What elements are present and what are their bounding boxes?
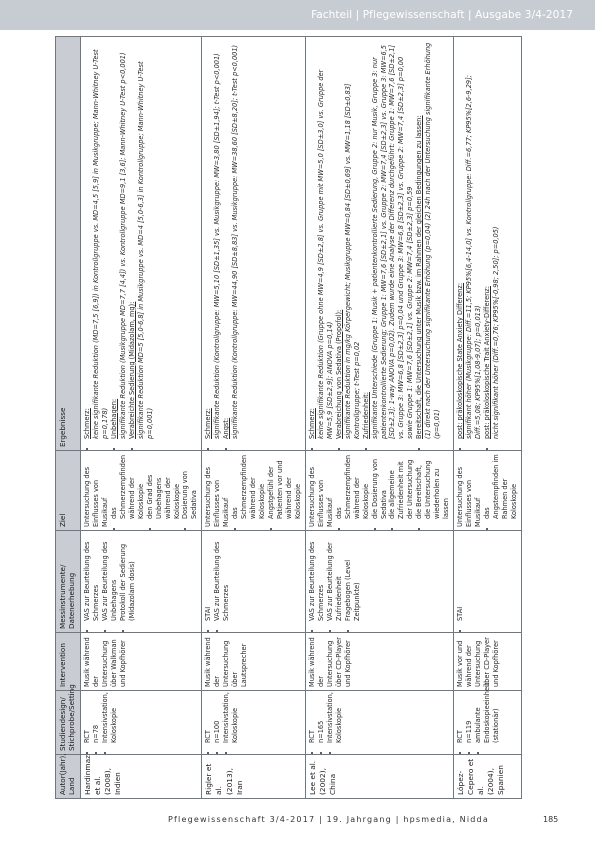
list-item: • VAS zur Beurteilung des Unbehagens xyxy=(101,534,119,621)
cell-design xyxy=(454,682,522,755)
result-label: post: präkoloskopische State Anxiety Differenz: xyxy=(456,282,465,439)
cell-design xyxy=(202,691,305,755)
list-item xyxy=(483,40,501,439)
result-label: Verabreichung von Sedativa (Propofol): xyxy=(334,309,343,439)
list-item: • STAI xyxy=(204,534,213,621)
list-item xyxy=(362,40,416,439)
cell-results xyxy=(81,37,202,451)
cell-results xyxy=(305,37,453,451)
column-header-goal: Ziel xyxy=(56,451,81,531)
result-text: signifikante Reduktion (Musikgruppe MD=7,7 [4,4]) vs. Kontrollgruppe MD=9,1 [3,6]; Mann-Whitney U-Test p<0,001) xyxy=(118,52,127,439)
table-row xyxy=(454,37,522,799)
list-item xyxy=(335,40,362,439)
column-header-design: Studiendesign/ Stichprobe/Setting xyxy=(56,691,81,755)
result-label: Angst: xyxy=(222,417,231,439)
table-row xyxy=(305,37,453,799)
goal-intro: Untersuchung des Einflusses von Musikauf xyxy=(83,466,109,527)
result-text: signifikant höher (Musikgruppe: Diff.=11,5; KP95%[6,4-14,0] vs. Kontrollgruppe: Diff.=6,77; KP95%[2,6-9,29]; Diff.=5,08; KP95%[1,08-9,07]; p=0,013) xyxy=(465,75,483,439)
list-item: • Dosierung von Sedativa xyxy=(181,454,199,519)
list-item: • ambulante Endoskopieeinheit (stationär) xyxy=(474,694,501,743)
list-item: • n=165 xyxy=(317,694,326,743)
table-row xyxy=(202,37,305,799)
list-item: • die Dosierung von Sedativa xyxy=(371,454,389,519)
list-item xyxy=(415,40,442,439)
column-header-author: Autor(Jahr), Land xyxy=(56,755,81,799)
cell-intervention: Musik während der Untersuchung über Walkman und Kopfhörer xyxy=(81,633,202,691)
list-item: • Intensivstation, Koloskopie xyxy=(222,694,240,743)
list-item: • den Grad des Unbehagens während der Koloskopie xyxy=(146,454,182,519)
result-text: signifikante Reduktion in mg/kg Körpergewicht; Musikgruppe MW=0,84 [SD±0,69] vs. MW=1,18 [SD±0,83] Kontrollgruppe; t-Test p=0,02 xyxy=(343,83,361,439)
list-item: • VAS zur Beurteilung des Schmerzes xyxy=(83,534,101,621)
list-item xyxy=(456,40,483,439)
result-label: Bereitschaft, die Untersuchung unter Musik bzw. im Rahmen der gleichen Bedingungen zu lassen: xyxy=(415,115,424,439)
result-text: signifikante Reduktion MD=5 [5,0-6,8] in Musikgruppe vs. MD=4 [5,0-6,3] in Kontrollgruppe; Mann-Whitney U-Test p=0,001) xyxy=(136,61,154,439)
list-item: • n=119 xyxy=(465,694,474,743)
list-item xyxy=(83,40,110,439)
cell-results xyxy=(202,37,305,451)
list-item: • Fragebogen (Level Zeitpunkte) xyxy=(344,534,362,621)
list-item: • n=78 xyxy=(92,694,101,743)
cell-intervention: Musik während der Untersuchung über CD-Player und Kopfhörer xyxy=(305,633,453,691)
list-item: • RCT xyxy=(83,694,92,743)
list-item: • das Schmerzempfinden während der Koloskopie xyxy=(110,454,146,519)
result-text: signifikante Unterschiede (Gruppe 1: Musik + patientenkontrollierte Sedierung, Gruppe 2: nur Musik, Gruppe 3: nur patientenkontrollierte Sedierung; Gruppe 1: MW=7,6 [SD±2,1] vs. Gruppe 2: MW=7,4 [SD±2,3] vs. Gruppe 3: MW=6,5 [SD±2,3]; 1-way ANOVA p=0,02). Zudem wurde eine Analyse der Differenz durchgeführt: Gruppe 1: MW=7,6 [SD±2,1] vs. Gruppe 3: MW=6,8 [SD±2,3] p=0,04 und Gruppe 3: MW=6,8 [SD±2,3] vs. Gruppe 2: MW=7,4 [SD±2,3] p=0,00 sowie Gruppe 1: MW=7,6 [SD±2,1] vs. Gruppe 2: MW=7,4 [SD±2,3] p=0,59 xyxy=(370,44,415,439)
list-item: • STAI xyxy=(456,534,465,621)
result-label: Zufriedenheit: xyxy=(361,392,370,439)
result-label: Schmerz: xyxy=(83,408,91,439)
list-item: • Intensivstation, Koloskopie xyxy=(101,694,119,743)
list-item xyxy=(204,40,222,439)
cell-intervention: Musik vor und während der Untersuchung über CD-Player und Kopfhörer xyxy=(454,633,522,691)
list-item: • Intensivstation, Koloskopie xyxy=(326,694,344,743)
cell-instruments xyxy=(305,531,453,633)
cell-instruments xyxy=(81,531,202,633)
goal-intro: Untersuchung des Einflusses von Musikauf xyxy=(204,466,231,527)
cell-design xyxy=(81,691,202,755)
cell-author: Lee et al. (2002), China xyxy=(305,755,453,799)
cell-author: Rigler et al. (2013), Iran xyxy=(202,755,305,799)
cell-goal xyxy=(305,451,453,531)
column-header-instruments: Messinstrumente/ Datenerhebung xyxy=(56,531,81,633)
result-label: Schmerz: xyxy=(307,408,316,439)
list-item xyxy=(128,40,155,439)
result-text: (1) direkt nach der Untersuchung signifikante Erhöhung (p=0,04) (2) 24h nach der Untersuchung signifikante Erhöhung (p=0,01) xyxy=(424,42,442,439)
list-item: • VAS zur Beurteilung des Schmerzes xyxy=(213,534,231,621)
cell-results xyxy=(454,37,522,451)
cell-goal xyxy=(81,451,202,531)
result-text: nicht signifikant höher (Diff.=0,76; KP95%[-0,98; 2,50]; p=0,05) xyxy=(491,226,500,439)
cell-instruments xyxy=(202,531,305,633)
column-header-intervention: Intervention xyxy=(56,633,81,691)
list-item: • Angstgefühl der Patienten vor und während der Koloskopie xyxy=(267,454,303,519)
list-item: • VAS zur Beurteilung des Schmerzes xyxy=(308,534,326,621)
list-item: • VAS zur Beurteilung der Zufriedenheit xyxy=(326,534,344,621)
cell-goal xyxy=(202,451,305,531)
list-item: • Protokoll der Sedierung (Midazolam dosis) xyxy=(119,534,137,621)
header-rule xyxy=(0,30,595,31)
result-text: keine signifikante Reduktion (Gruppe ohne MW=4,9 [SD±2,8] vs. Gruppe mit MW=5,0 [SD±3,0] vs. Gruppe der MW=5,9 [SD±2,9]; ANOVA p=0,14) xyxy=(316,69,334,439)
cell-author: Hardinmaz et al. (2008), Indien xyxy=(81,755,202,799)
result-label: Schmerz: xyxy=(204,408,213,439)
cell-instruments xyxy=(454,531,522,633)
running-header-title: Fachteil | Pflegewissenschaft | Ausgabe 3/4-2017 xyxy=(311,9,573,21)
header-band xyxy=(0,0,595,30)
result-label: Unbehagen: xyxy=(109,398,118,439)
result-label: Verabreichte Sedierung (Midazolam, mg): xyxy=(127,301,136,439)
page-number: 185 xyxy=(543,815,559,824)
list-item xyxy=(308,40,335,439)
column-header-results: Ergebnisse xyxy=(56,37,81,451)
cell-author: López-Cepero et al. (2004), Spanien xyxy=(454,755,522,799)
result-text: signifikante Reduktion (Kontrollgruppe: MW=5,10 [SD±1,35] vs. Musikgruppe: MW=3,80 [SD±1,94]; t-Test p<0,001) xyxy=(213,53,222,439)
result-label: post: präkoloskopische Trait Anxiety-Differenz: xyxy=(482,286,491,439)
list-item: • die allgemeine Zufriedenheit mit der Untersuchung xyxy=(388,454,415,519)
list-item: • RCT xyxy=(204,694,213,743)
table-row xyxy=(81,37,202,799)
goal-intro: Untersuchung des Einflusses von Musikauf xyxy=(456,466,483,527)
study-overview-table xyxy=(55,36,522,799)
list-item: • das Angstempfinden im Rahmen der Koloskopie xyxy=(483,454,519,519)
list-item xyxy=(222,40,240,439)
list-item: • das Schmerzempfinden während der Koloskopie xyxy=(335,454,371,519)
list-item: • das Schmerzempfinden während der Koloskopie xyxy=(231,454,267,519)
list-item: • n=100 xyxy=(213,694,222,743)
cell-design xyxy=(305,691,453,755)
goal-intro: Untersuchung des Einflusses von Musikauf xyxy=(307,466,334,527)
cell-goal xyxy=(454,451,522,531)
cell-intervention: Musik während der Untersuchung über Lautsprecher xyxy=(202,633,305,691)
footer-journal-info: Pflegewissenschaft 3/4-2017 | 19. Jahrgang | hpsmedia, Nidda xyxy=(168,815,489,824)
rotated-table-container xyxy=(55,37,540,799)
list-item xyxy=(110,40,128,439)
result-text: signifikante Reduktion (Kontrollgruppe: MW=44,90 [SD±8,83] vs. Musikgruppe: MW=38,60 [SD±8,20]; t-Test p<0,001) xyxy=(231,44,240,439)
list-item: • RCT xyxy=(308,694,317,743)
table-header-row xyxy=(56,37,81,799)
result-text: keine signifikante Reduktion (MD=7,5 [6,9]) in Kontrollgruppe vs. MD=4,5 [5,9] in Musikgruppe; Mann-Whitney U-Test p=0,178) xyxy=(91,49,109,439)
list-item: • RCT xyxy=(456,694,465,743)
list-item: • die Bereitschaft, die Untersuchung wiederholen zu lassen xyxy=(415,454,451,519)
